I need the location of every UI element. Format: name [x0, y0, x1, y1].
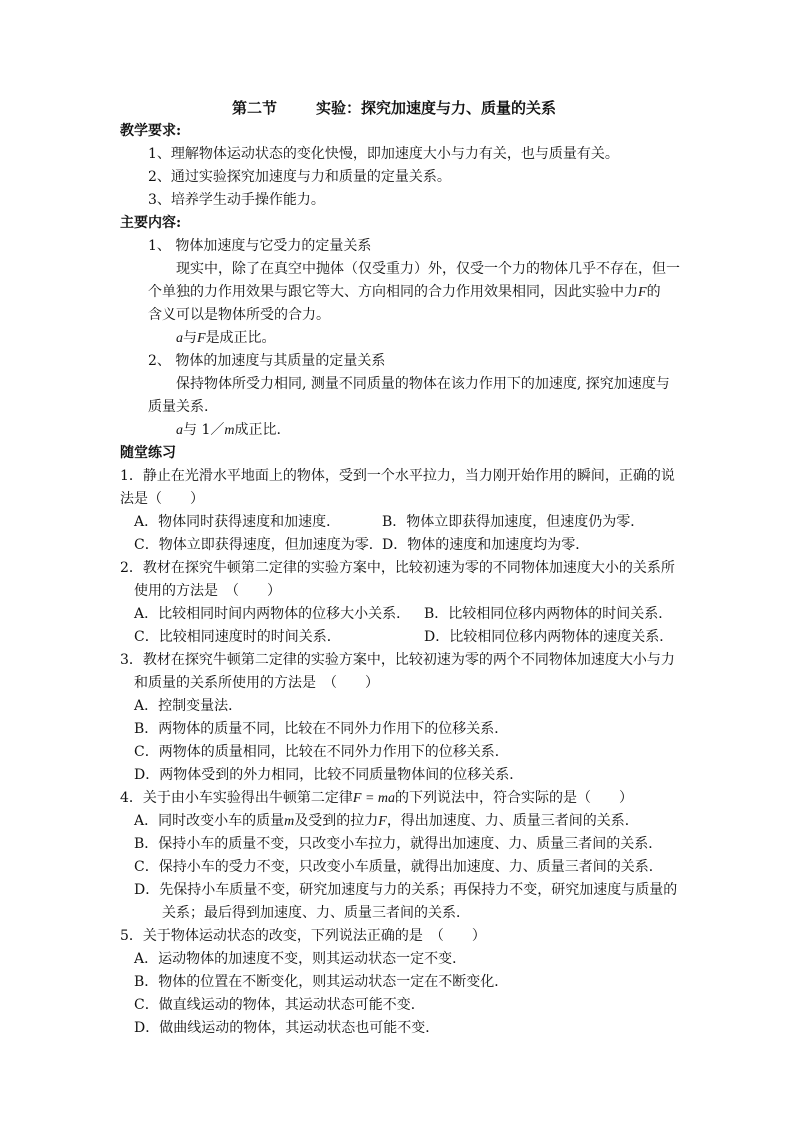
content-paragraph: 现实中，除了在真空中抛体（仅受重力）外，仅受一个力的物体几乎不存在，但一 [176, 261, 680, 277]
option-b: B．比较相同位移内两物体的时间关系． [424, 606, 673, 622]
requirement-item: 2、通过实验探究加速度与力和质量的定量关系。 [148, 169, 451, 185]
requirements-heading: 教学要求: [120, 123, 182, 139]
option-d-continued: 关系；最后得到加速度、力、质量三者间的关系． [162, 905, 470, 921]
option-a: A．同时改变小车的质量m及受到的拉力F，得出加速度、力、质量三者间的关系． [134, 813, 639, 829]
question-stem: 使用的方法是 （ ） [134, 583, 281, 599]
question-stem: 1．静止在光滑水平地面上的物体，受到一个水平拉力，当力刚开始作用的瞬间，正确的说 [120, 468, 675, 484]
option-b: B．两物体的质量不同，比较在不同外力作用下的位移关系． [134, 721, 509, 737]
option-a: A．比较相同时间内两物体的位移大小关系． [134, 606, 411, 622]
content-paragraph: 个单独的力作用效果与跟它等大、方向相同的合力作用效果相同，因此实验中力F的 [148, 284, 661, 300]
variable-m: m [224, 423, 235, 438]
option-a: A．运动物体的加速度不变，则其运动状态一定不变． [134, 951, 467, 967]
requirement-item: 1、理解物体运动状态的变化快慢，即加速度大小与力有关，也与质量有关。 [148, 146, 619, 162]
variable-F: F [638, 285, 647, 300]
option-c: C．物体立即获得速度，但加速度为零． [134, 537, 383, 553]
variable-a: a [176, 331, 183, 346]
formula: F = ma [352, 791, 396, 806]
option-b: B．物体的位置在不断变化，则其运动状态一定在不断变化． [134, 974, 509, 990]
option-b: B．保持小车的质量不变，只改变小车拉力，就得出加速度、力、质量三者间的关系． [134, 836, 663, 852]
option-d: D．物体的速度和加速度均为零． [382, 537, 590, 553]
option-d: D．先保持小车质量不变，研究加速度与力的关系；再保持力不变，研究加速度与质量的 [134, 882, 678, 898]
question-stem: 4．关于由小车实验得出牛顿第二定律F = ma的下列说法中，符合实际的是（ ） [120, 790, 634, 806]
option-c: C．比较相同速度时的时间关系． [134, 629, 341, 645]
question-stem: 5．关于物体运动状态的改变，下列说法正确的是 （ ） [120, 928, 486, 944]
question-stem: 和质量的关系所使用的方法是 （ ） [134, 675, 379, 691]
content-paragraph: 保持物体所受力相同, 测量不同质量的物体在该力作用下的加速度, 探究加速度与 [176, 376, 670, 392]
content-part1-title: 1、 物体加速度与它受力的定量关系 [148, 238, 372, 254]
option-d: D．比较相同位移内两物体的速度关系． [424, 629, 674, 645]
option-c: C．做直线运动的物体，其运动状态可能不变． [134, 997, 425, 1013]
content-heading: 主要内容: [120, 215, 182, 231]
variable-m: m [284, 814, 295, 829]
section-number: 第二节 [232, 99, 278, 117]
exercises-heading: 随堂练习 [120, 445, 176, 461]
option-d: D．两物体受到的外力相同，比较不同质量物体间的位移关系． [134, 767, 524, 783]
question-stem: 2．教材在探究牛顿第二定律的实验方案中，比较初速为零的不同物体加速度大小的关系所 [120, 560, 675, 576]
option-d: D．做曲线运动的物体，其运动状态也可能不变． [134, 1020, 440, 1036]
content-paragraph: 含义可以是物体所受的合力。 [148, 307, 330, 323]
requirement-item: 3、培养学生动手操作能力。 [148, 192, 325, 208]
option-b: B．物体立即获得加速度，但速度仍为零． [382, 514, 645, 530]
content-paragraph: 质量关系. [148, 399, 209, 415]
variable-a: a [176, 423, 183, 438]
page-title: 实验：探究加速度与力、质量的关系 [316, 99, 557, 117]
option-c: C．保持小车的受力不变，只改变小车质量，就得出加速度、力、质量三者间的关系． [134, 859, 663, 875]
option-a: A．物体同时获得速度和加速度． [134, 514, 341, 530]
content-part2-title: 2、 物体的加速度与其质量的定量关系 [148, 353, 386, 369]
question-stem: 3．教材在探究牛顿第二定律的实验方案中，比较初速为零的两个不同物体加速度大小与力 [120, 652, 675, 668]
variable-F: F [197, 331, 206, 346]
option-c: C．两物体的质量相同，比较在不同外力作用下的位移关系． [134, 744, 509, 760]
option-a: A．控制变量法． [134, 698, 243, 714]
content-conclusion: a与 1／m成正比. [176, 422, 281, 438]
content-conclusion: a与F是成正比。 [176, 330, 276, 346]
question-stem: 法是（ ） [120, 491, 204, 507]
variable-F: F [378, 814, 387, 829]
